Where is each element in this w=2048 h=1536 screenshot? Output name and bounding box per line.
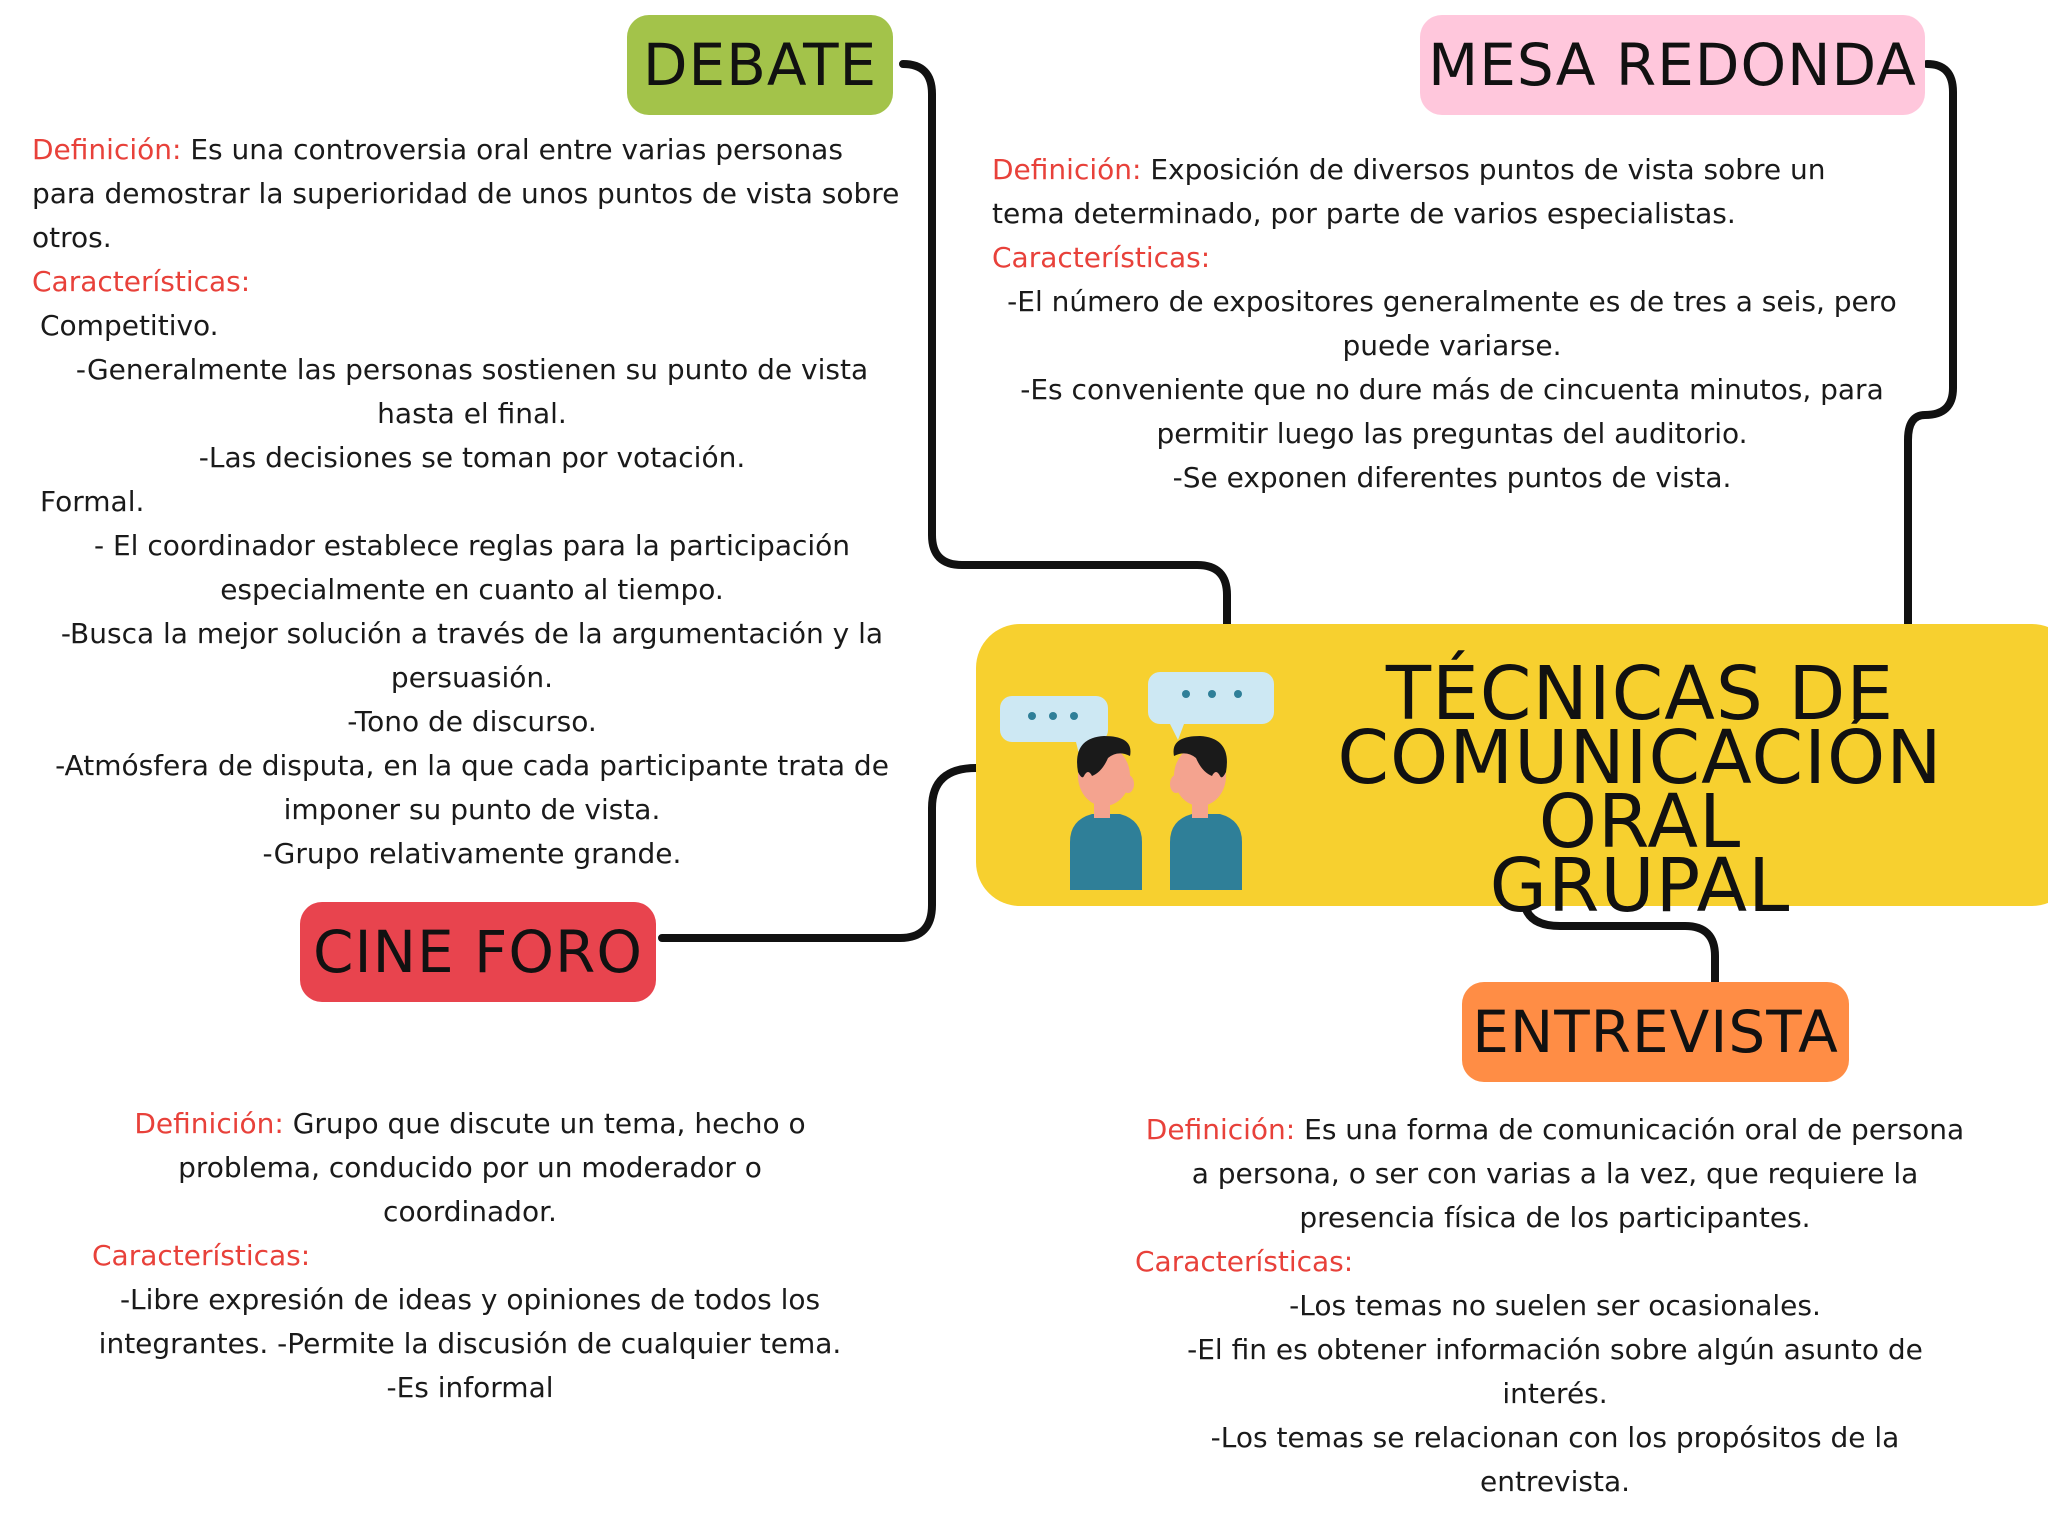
characteristic-line: -El fin es obtener información sobre algún asunto de — [1187, 1333, 1923, 1366]
definition-text: otros. — [32, 221, 112, 254]
characteristic-line: -Libre expresión de ideas y opiniones de todos los — [119, 1283, 821, 1316]
central-title-line: COMUNICACIÓN ORAL — [1337, 715, 1943, 865]
mesa-redonda-content — [992, 148, 1912, 500]
characteristic-line: -Grupo relativamente grande. — [262, 837, 682, 870]
debate-definition — [32, 128, 912, 172]
entrevista-definition — [1135, 1108, 1975, 1152]
connector-mesa-redonda — [1908, 64, 1953, 624]
characteristic-line: persuasión. — [390, 661, 554, 694]
debate-title: DEBATE — [627, 15, 893, 115]
definition-text: Es una forma de comunicación oral de persona — [1304, 1113, 1965, 1146]
characteristic-line: -Los temas no suelen ser ocasionales. — [1289, 1289, 1821, 1322]
definition-text: coordinador. — [383, 1195, 557, 1228]
characteristic-line: - El coordinador establece reglas para la participación — [93, 529, 851, 562]
entrevista-content — [1135, 1108, 1975, 1504]
central-title-line: GRUPAL — [1489, 843, 1791, 929]
definition-text: presencia física de los participantes. — [1299, 1201, 1811, 1234]
characteristic-line: -Atmósfera de disputa, en la que cada participante trata de — [55, 749, 889, 782]
characteristics-label: Características: — [92, 1239, 311, 1272]
characteristic-line: entrevista. — [1479, 1465, 1631, 1498]
definition-text: Grupo que discute un tema, hecho o — [292, 1107, 806, 1140]
characteristic-line: -Es conveniente que no dure más de cincuenta minutos, para — [1020, 373, 1884, 406]
characteristic-heading: Formal. — [40, 485, 145, 518]
cine-foro-title: CINE FORO — [300, 902, 656, 1002]
definition-text: a persona, o ser con varias a la vez, que requiere la — [1191, 1157, 1919, 1190]
characteristic-line: especialmente en cuanto al tiempo. — [220, 573, 724, 606]
central-title — [1240, 651, 2040, 929]
entrevista-title: ENTREVISTA — [1462, 982, 1849, 1082]
characteristic-line: integrantes. -Permite la discusión de cualquier tema. — [98, 1327, 842, 1360]
characteristic-line: -El número de expositores generalmente es de tres a seis, pero — [1007, 285, 1897, 318]
characteristic-line: -Se exponen diferentes puntos de vista. — [1172, 461, 1732, 494]
person-left — [1070, 736, 1142, 890]
definition-text: tema determinado, por parte de varios especialistas. — [992, 197, 1736, 230]
cine-foro-definition — [80, 1102, 860, 1146]
definition-label: Definición: — [32, 133, 182, 166]
definition-label: Definición: — [1145, 1113, 1296, 1146]
definition-label: Definición: — [992, 153, 1142, 186]
characteristic-line: -Tono de discurso. — [347, 705, 597, 738]
mesa-redonda-definition — [992, 148, 1912, 192]
characteristic-line: -Generalmente las personas sostienen su punto de vista — [75, 353, 869, 386]
characteristic-line: -Busca la mejor solución a través de la argumentación y la — [60, 617, 884, 650]
definition-label: Definición: — [134, 1107, 284, 1140]
cine-foro-content — [80, 1102, 860, 1410]
definition-text: para demostrar la superioridad de unos puntos de vista sobre — [32, 177, 900, 210]
characteristics-label: Características: — [992, 241, 1211, 274]
person-right — [1170, 736, 1242, 890]
characteristic-heading: Competitivo. — [40, 309, 219, 342]
characteristic-line: hasta el final. — [377, 397, 567, 430]
definition-text: problema, conducido por un moderador o — [178, 1151, 762, 1184]
mesa-redonda-title: MESA REDONDA — [1420, 15, 1925, 115]
central-title-line: TÉCNICAS DE — [1385, 651, 1895, 737]
characteristic-line: imponer su punto de vista. — [283, 793, 661, 826]
characteristic-line: -Es informal — [386, 1371, 554, 1404]
characteristic-line: interés. — [1502, 1377, 1608, 1410]
characteristic-line: -Las decisiones se toman por votación. — [198, 441, 746, 474]
debate-content — [32, 128, 912, 876]
characteristics-label: Características: — [1135, 1245, 1354, 1278]
definition-text: Es una controversia oral entre varias personas — [190, 133, 843, 166]
characteristics-label: Características: — [32, 265, 251, 298]
characteristic-line: puede variarse. — [1342, 329, 1562, 362]
characteristic-line: -Los temas se relacionan con los propósitos de la — [1210, 1421, 1900, 1454]
characteristic-line: permitir luego las preguntas del auditorio. — [1156, 417, 1748, 450]
definition-text: Exposición de diversos puntos de vista sobre un — [1150, 153, 1826, 186]
